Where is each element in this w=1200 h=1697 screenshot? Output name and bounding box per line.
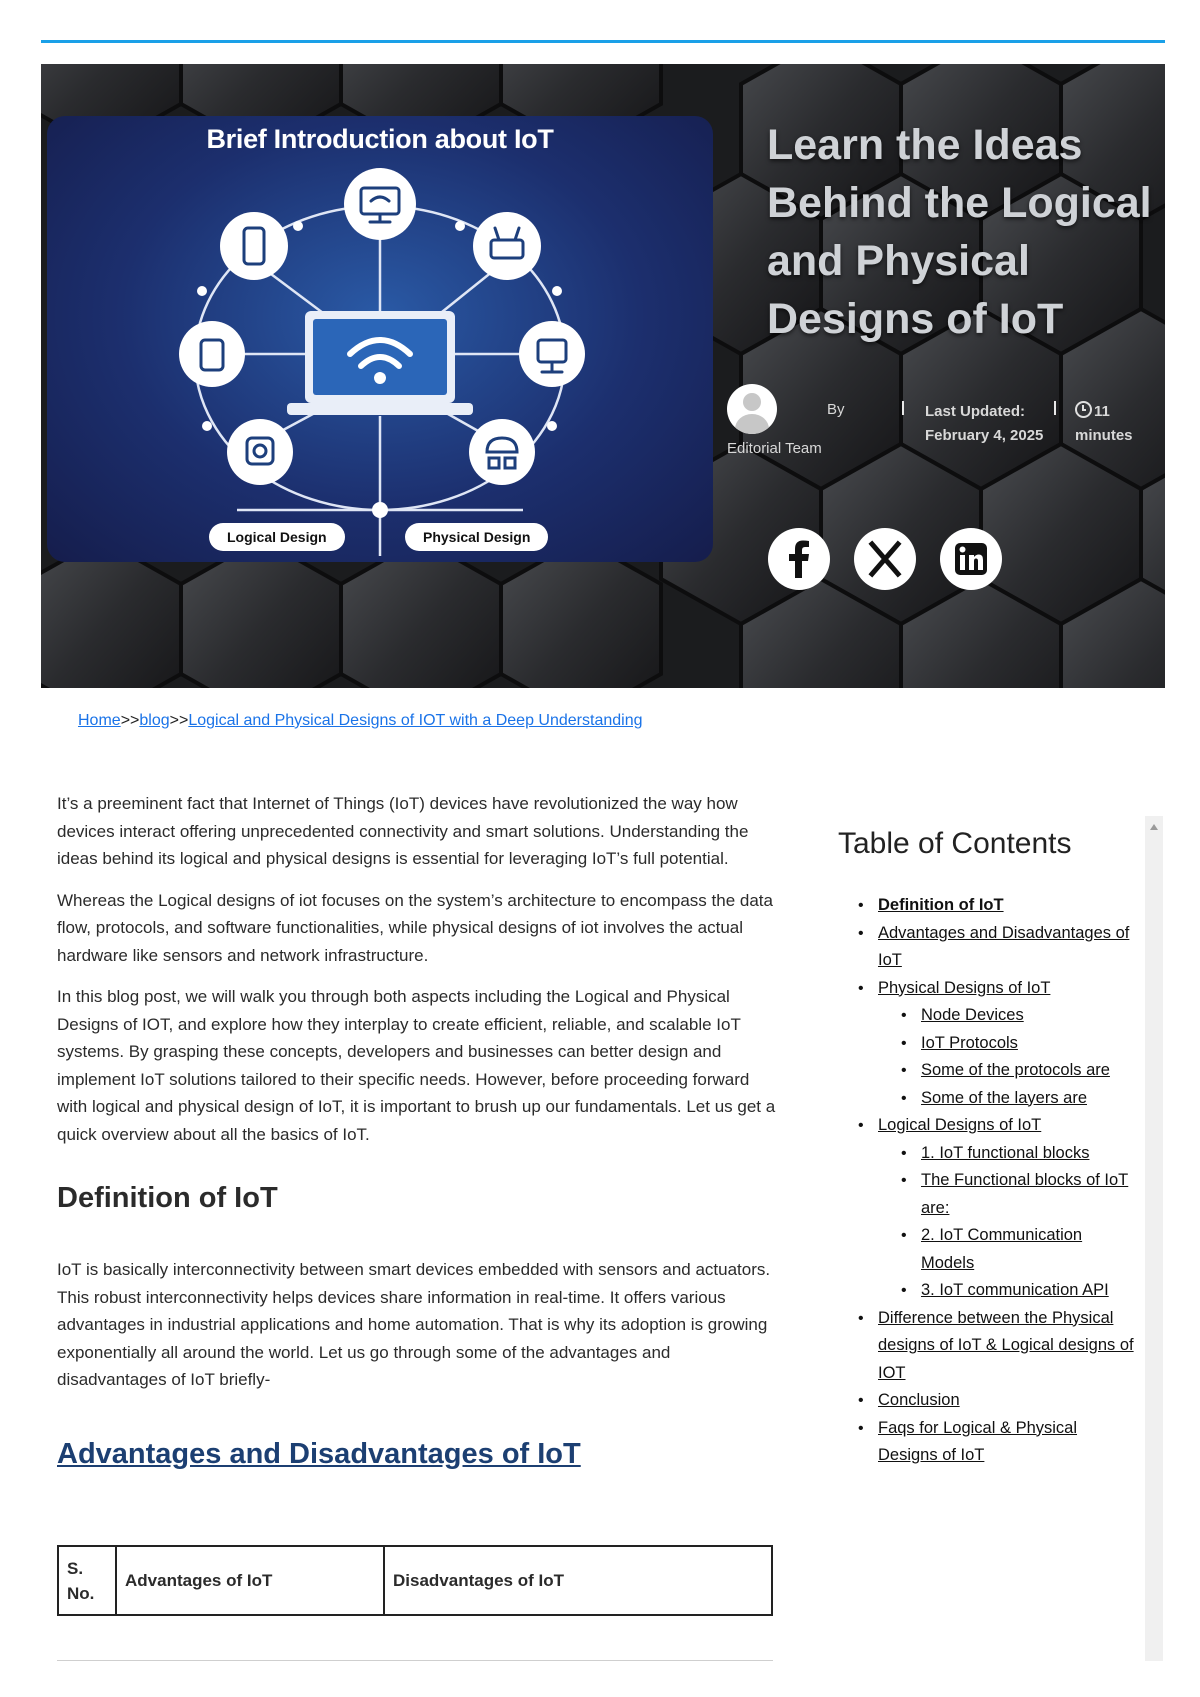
definition-heading: Definition of IoT bbox=[57, 1182, 278, 1214]
author-avatar bbox=[727, 384, 777, 434]
updated-date: February 4, 2025 bbox=[925, 427, 1044, 444]
toc-link-faqs[interactable]: Faqs for Logical & Physical Designs of IoT bbox=[878, 1418, 1078, 1464]
toc-link-communication-api[interactable]: 3. IoT communication API bbox=[921, 1281, 1109, 1299]
toc-subitem bbox=[838, 1222, 1138, 1277]
breadcrumb-separator: >> bbox=[169, 712, 189, 729]
toc-subitem bbox=[838, 1085, 1138, 1113]
toc-item bbox=[838, 1415, 1138, 1470]
table-header-advantages: Advantages of IoT bbox=[116, 1546, 384, 1615]
toc-link-communication-models[interactable]: 2. IoT Communication Models bbox=[921, 1226, 1083, 1272]
advantages-heading-link[interactable]: Advantages and Disadvantages of IoT bbox=[57, 1437, 581, 1470]
facebook-share-button[interactable] bbox=[768, 528, 830, 590]
author-name[interactable]: Editorial Team bbox=[727, 440, 822, 457]
table-header-disadvantages: Disadvantages of IoT bbox=[384, 1546, 772, 1615]
updated-label: Last Updated: bbox=[925, 403, 1026, 420]
linkedin-share-button[interactable] bbox=[940, 528, 1002, 590]
breadcrumb-blog-link[interactable]: blog bbox=[139, 712, 170, 729]
toc-scrollbar[interactable] bbox=[1145, 816, 1163, 1661]
laptop-wifi-icon bbox=[287, 311, 473, 415]
table-header-sno: S. No. bbox=[58, 1546, 116, 1615]
toc-link-iot-protocols[interactable]: IoT Protocols bbox=[921, 1033, 1018, 1052]
toc-link-difference[interactable]: Difference between the Physical designs of IoT & Logical designs of IOT bbox=[878, 1308, 1134, 1382]
physical-design-pill: Physical Design bbox=[405, 523, 548, 551]
toc-item bbox=[838, 1387, 1138, 1415]
toc-link-physical-designs[interactable]: Physical Designs of IoT bbox=[878, 978, 1051, 997]
toc-subitem bbox=[838, 1030, 1138, 1058]
toc-link-definition[interactable]: Definition of IoT bbox=[878, 896, 1004, 914]
page-title: Learn the Ideas Behind the Logical and Physical Designs of IoT bbox=[767, 121, 1152, 343]
toc-subitem bbox=[838, 1057, 1138, 1085]
by-label: By bbox=[827, 401, 845, 418]
last-updated bbox=[925, 400, 1045, 448]
breadcrumb bbox=[78, 712, 643, 730]
intro-paragraph: It’s a preeminent fact that Internet of Things (IoT) devices have revolutionized the way how devices interact offering unprecedented connectivity and smart solutions. Understanding the ideas behind its logical and physical designs is essential for leveraging IoT’s full potential. bbox=[57, 794, 749, 868]
x-share-button[interactable] bbox=[854, 528, 916, 590]
table-of-contents bbox=[838, 892, 1138, 1470]
toc-subitem bbox=[838, 1167, 1138, 1222]
read-time-text: 11 minutes bbox=[1075, 403, 1133, 444]
toc-link-logical-designs[interactable]: Logical Designs of IoT bbox=[878, 1116, 1042, 1134]
toc-item bbox=[838, 1305, 1138, 1388]
toc-subitem bbox=[838, 1140, 1138, 1168]
facebook-icon bbox=[768, 528, 830, 590]
design-paragraph: Whereas the Logical designs of iot focuses on the system’s architecture to encompass the data flow, protocols, and software functionalities, while physical designs of iot involves the actual hardware like sensors and network infrastructure. bbox=[57, 890, 773, 965]
toc-link-protocols-are[interactable]: Some of the protocols are bbox=[921, 1061, 1110, 1079]
breadcrumb-home-link[interactable]: Home bbox=[78, 712, 121, 729]
table-header-row bbox=[58, 1546, 772, 1615]
toc-title: Table of Contents bbox=[838, 827, 1072, 860]
scroll-up-icon[interactable] bbox=[1150, 824, 1158, 830]
logical-design-pill: Logical Design bbox=[209, 523, 345, 551]
card-title: Brief Introduction about IoT bbox=[206, 124, 554, 154]
toc-item bbox=[838, 975, 1138, 1003]
article-body bbox=[57, 790, 777, 1472]
breadcrumb-separator: >> bbox=[120, 712, 140, 729]
toc-link-node-devices[interactable]: Node Devices bbox=[921, 1006, 1024, 1024]
linkedin-icon bbox=[940, 528, 1002, 590]
divider bbox=[57, 1660, 773, 1661]
toc-link-layers-are[interactable]: Some of the layers are bbox=[921, 1088, 1087, 1107]
toc-item bbox=[838, 1112, 1138, 1140]
hero-banner bbox=[41, 64, 1165, 688]
iot-network-diagram bbox=[47, 116, 713, 562]
clock-icon bbox=[1075, 401, 1092, 418]
definition-paragraph: IoT is basically interconnectivity between smart devices embedded with sensors and actuators. This robust interconnectivity helps devices share information in real-time. It offers various advantages in industrial applications and home automation. That is why its adoption is growing exponentially all around the world. Let us go through some of the advantages and disadvantages of IoT briefly- bbox=[57, 1260, 771, 1389]
x-icon bbox=[854, 528, 916, 590]
top-accent-line bbox=[41, 40, 1165, 43]
iot-illustration-card bbox=[47, 116, 713, 562]
toc-link-functional-blocks-are[interactable]: The Functional blocks of IoT are: bbox=[921, 1171, 1129, 1217]
toc-link-conclusion[interactable]: Conclusion bbox=[878, 1391, 960, 1409]
toc-link-advantages[interactable]: Advantages and Disadvantages of IoT bbox=[878, 923, 1130, 969]
toc-item bbox=[838, 920, 1138, 975]
meta-separator bbox=[1054, 401, 1056, 415]
toc-subitem bbox=[838, 1002, 1138, 1030]
overview-paragraph: In this blog post, we will walk you through both aspects including the Logical and Physical Designs of IOT, and explore how they interplay to create efficient, reliable, and scalable IoT systems. By grasping these concepts, developers and businesses can better design and implement IoT solutions tailored to their specific needs. However, before proceeding forward with logical and physical design of IoT, it is important to brush up our fundamentals. Let us get a quick overview about all the basics of IoT. bbox=[57, 987, 776, 1144]
advantages-table bbox=[57, 1545, 773, 1616]
toc-item bbox=[838, 892, 1138, 920]
toc-subitem bbox=[838, 1277, 1138, 1305]
meta-separator bbox=[902, 401, 904, 415]
toc-link-functional-blocks[interactable]: 1. IoT functional blocks bbox=[921, 1143, 1090, 1162]
breadcrumb-current-link[interactable]: Logical and Physical Designs of IOT with a Deep Understanding bbox=[188, 712, 643, 729]
read-time bbox=[1075, 400, 1155, 448]
